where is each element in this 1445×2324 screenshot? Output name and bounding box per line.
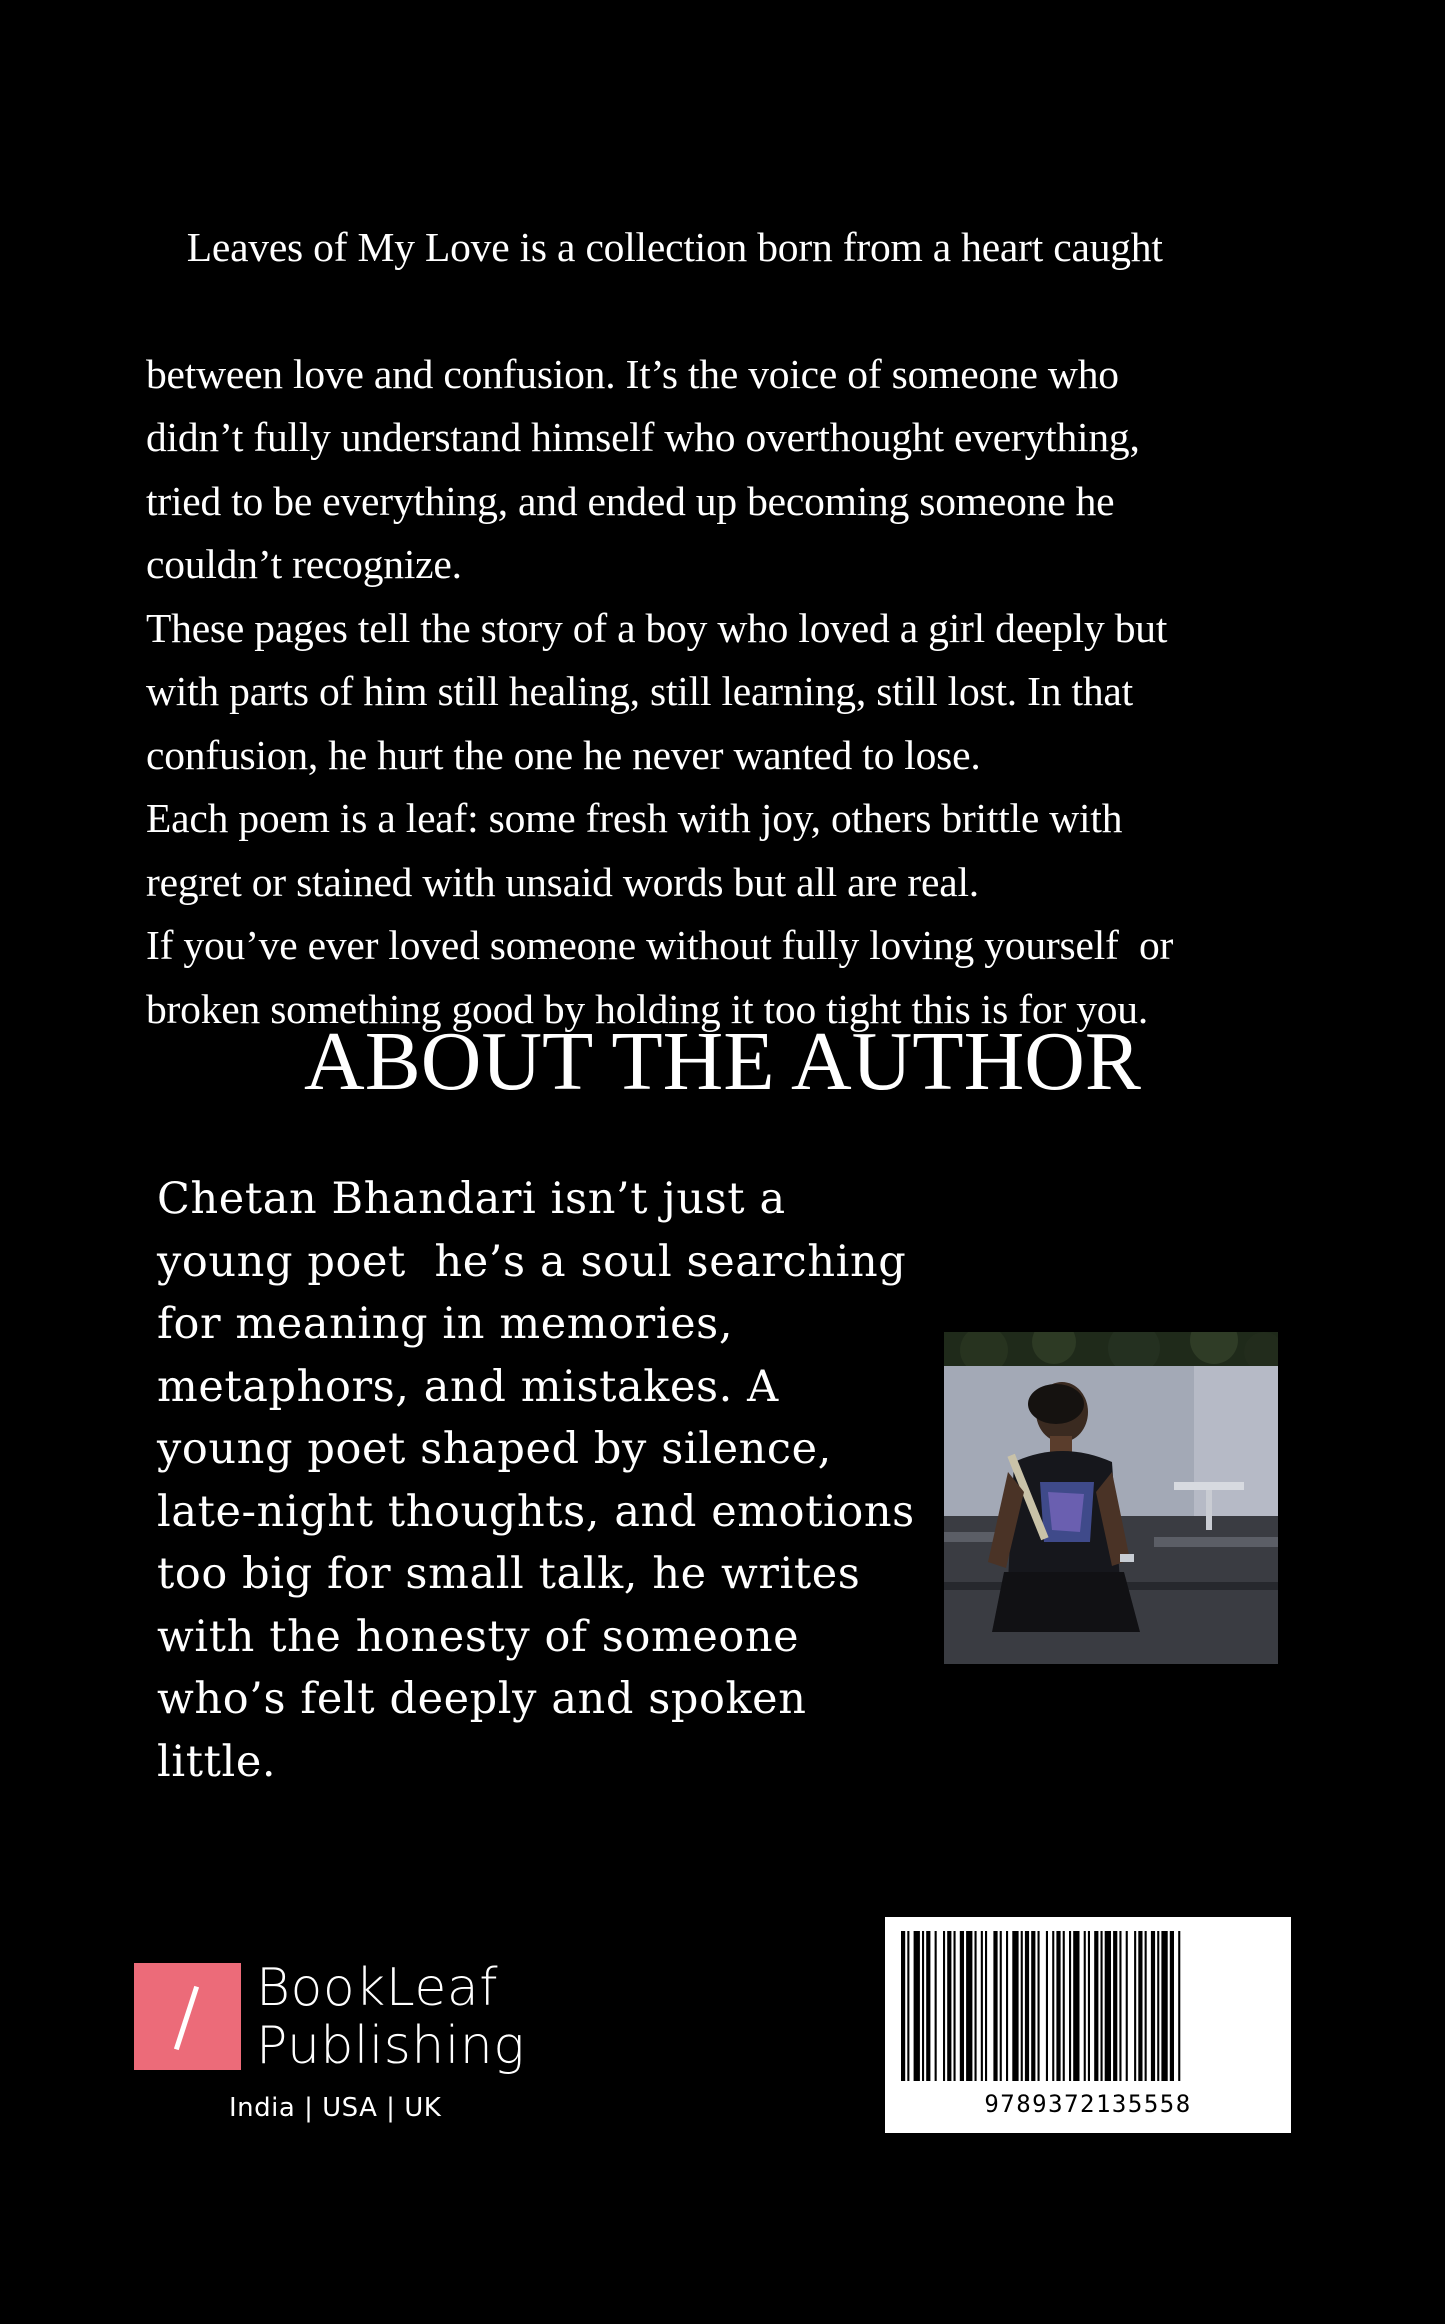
barcode-bar: [1052, 1931, 1054, 2081]
barcode-bar: [1178, 1931, 1180, 2081]
barcode-bar: [975, 1931, 977, 2081]
bio-line: too big for small talk, he writes: [157, 1549, 861, 1599]
barcode-bar: [1021, 1931, 1023, 2081]
barcode-bar: [922, 1931, 924, 2081]
barcode-bar: [1069, 1931, 1071, 2081]
barcode-bar: [1046, 1931, 1048, 2081]
barcode-bar: [1088, 1931, 1090, 2081]
barcode-bar: [901, 1931, 905, 2081]
barcode-bar: [954, 1931, 956, 2081]
blurb-line: Leaves of My Love is a collection born from a heart caught: [186, 223, 1163, 270]
barcode-bar: [1170, 1931, 1174, 2081]
barcode-bar: [1056, 1931, 1060, 2081]
barcode-bar: [1126, 1931, 1128, 2081]
author-bio: [157, 1168, 957, 1793]
blurb-line: broken something good by holding it too tight this is for you.: [146, 985, 1149, 1032]
barcode-bar: [1063, 1931, 1065, 2081]
barcode-bar: [1161, 1931, 1167, 2081]
barcode-bar: [1101, 1931, 1103, 2081]
logo-mark: [134, 1963, 241, 2070]
publisher-name-line2: Publishing: [256, 2016, 525, 2076]
bio-line: with the honesty of someone: [157, 1611, 800, 1662]
barcode-bar: [1105, 1931, 1111, 2081]
blurb-line: Each poem is a leaf: some fresh with joy, others brittle with: [146, 795, 1123, 841]
bio-line: young poet he’s a soul searching: [157, 1236, 907, 1287]
barcode-bar: [1073, 1931, 1079, 2081]
bio-line: metaphors, and mistakes. A: [157, 1361, 779, 1412]
barcode-bar: [1119, 1931, 1121, 2081]
blurb-line: with parts of him still healing, still learning, still lost. In that: [146, 668, 1133, 714]
barcode-bar: [1157, 1931, 1159, 2081]
barcode-bar: [914, 1931, 920, 2081]
barcode-bar: [1025, 1931, 1029, 2081]
bio-line: who’s felt deeply and spoken: [157, 1674, 807, 1724]
publisher-logo: [134, 1958, 534, 2123]
bio-line: late-night thoughts, and emotions: [157, 1486, 915, 1537]
isbn-barcode: [885, 1917, 1291, 2133]
publisher-name-line1: BookLeaf: [256, 1958, 499, 2018]
blurb-paragraph: [146, 152, 1296, 343]
barcode-bar: [981, 1931, 983, 2081]
blurb-line: confusion, he hurt the one he never wanted to lose.: [146, 731, 981, 778]
author-photo-illustration: [944, 1332, 1278, 1664]
author-photo: [944, 1332, 1278, 1664]
barcode-bar: [947, 1931, 951, 2081]
barcode-bar: [926, 1931, 930, 2081]
barcode-bar: [943, 1931, 945, 2081]
book-blurb: [146, 152, 1296, 1041]
blurb-line: between love and confusion. It’s the voice of someone who: [146, 350, 1119, 397]
barcode-bar: [1000, 1931, 1002, 2081]
publisher-name: [256, 1959, 525, 2075]
bio-line: for meaning in memories,: [157, 1299, 734, 1349]
barcode-bar: [1145, 1931, 1147, 2081]
blurb-line: couldn’t recognize.: [146, 541, 462, 587]
barcode-bar: [935, 1931, 937, 2081]
publisher-regions: India | USA | UK: [229, 2093, 442, 2123]
about-the-author-heading: ABOUT THE AUTHOR: [304, 1015, 1141, 1108]
barcode-bar: [1084, 1931, 1086, 2081]
barcode-bar: [1012, 1931, 1018, 2081]
slash-icon: [174, 1986, 199, 2050]
barcode-bar: [993, 1931, 997, 2081]
barcode-bar: [1031, 1931, 1035, 2081]
bio-line: young poet shaped by silence,: [157, 1424, 832, 1474]
blurb-line: If you’ve ever loved someone without fully loving yourself or: [146, 922, 1174, 968]
bio-line: Chetan Bhandari isn’t just a: [157, 1174, 786, 1224]
barcode-bar: [1138, 1931, 1142, 2081]
barcode-bar: [960, 1931, 964, 2081]
barcode-bar: [1151, 1931, 1155, 2081]
barcode-bar: [1038, 1931, 1040, 2081]
barcode-bar: [1006, 1931, 1008, 2081]
blurb-line: regret or stained with unsaid words but all are real.: [146, 858, 979, 905]
barcode-bar: [907, 1931, 909, 2081]
blurb-line: didn’t fully understand himself who overthought everything,: [146, 414, 1140, 460]
barcode-bar: [966, 1931, 972, 2081]
isbn-number: 9789372135558: [984, 2090, 1192, 2118]
barcode-bar: [1134, 1931, 1136, 2081]
barcode-bar: [1113, 1931, 1117, 2081]
blurb-line: These pages tell the story of a boy who loved a girl deeply but: [146, 604, 1168, 651]
blurb-line: tried to be everything, and ended up becoming someone he: [146, 477, 1115, 524]
barcode-bar: [1094, 1931, 1098, 2081]
bio-line: little.: [157, 1736, 277, 1787]
barcode-bar: [985, 1931, 987, 2081]
